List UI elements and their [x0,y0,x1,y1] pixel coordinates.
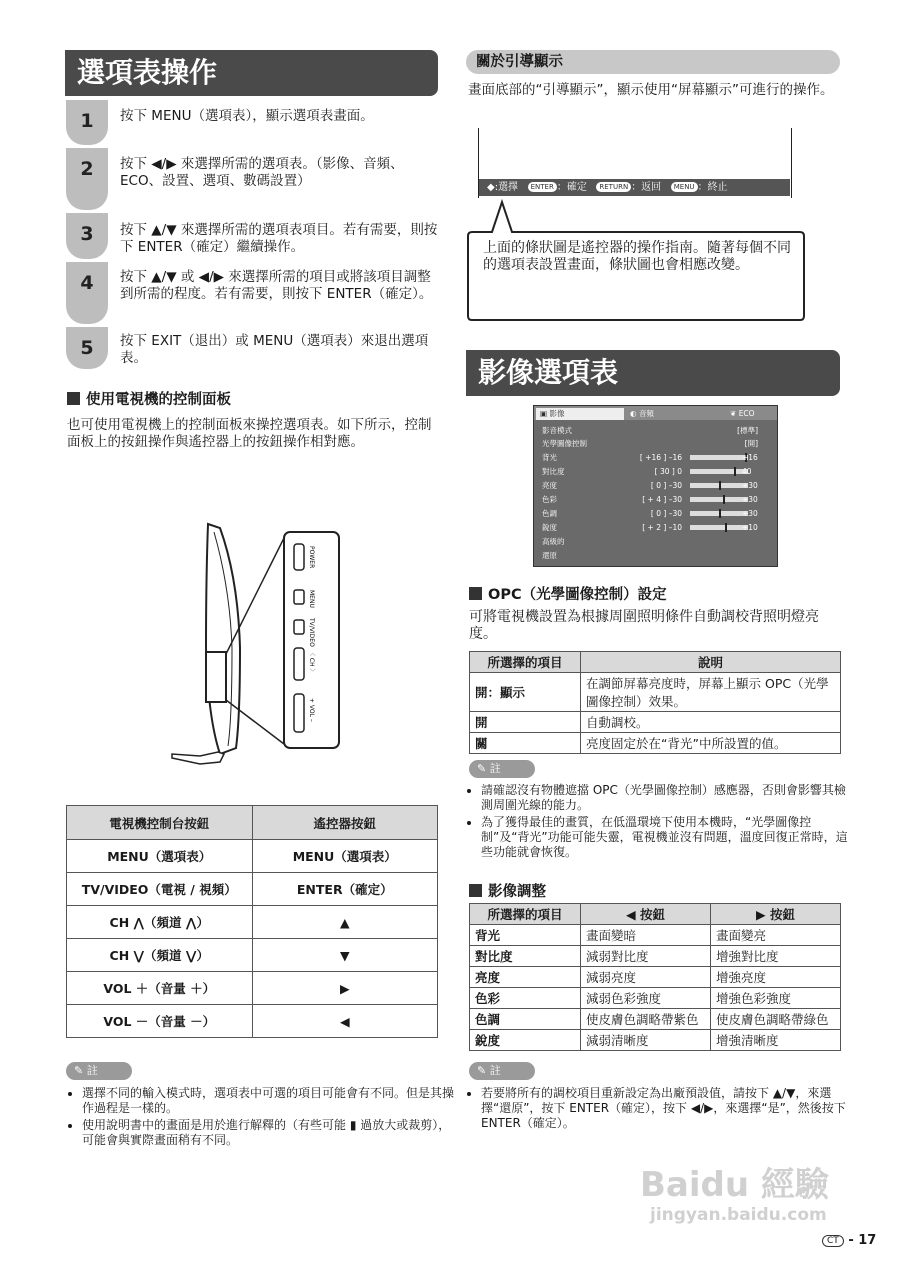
paperclip-icon: ✎ [74,1064,84,1077]
control-button-table [66,805,438,1038]
menu-tab-audio: ◐ 音頻 [630,409,654,418]
table-cell: ENTER（確定） [252,873,438,906]
callout-text: 上面的條狀圖是遙控器的操作指南。隨著每個不同的選項表設置畫面，條狀圖也會相應改變。 [483,240,791,273]
table-cell: 增強色彩強度 [711,988,841,1009]
level-bar [690,497,748,502]
adjust-notes [467,1086,855,1133]
table-cell: ▲ [252,906,438,939]
adjust-table-header: 所選擇的項目 [470,904,581,925]
menu-row: 高級的 [542,537,565,546]
menu-key-icon: MENU [671,182,698,192]
tv-label-power: POWER [308,546,315,569]
control-panel-heading: 使用電視機的控制面板 [67,388,231,409]
left-notes [68,1086,454,1150]
paperclip-icon: ✎ [477,1064,487,1077]
opc-heading: OPC（光學圖像控制）設定 [469,583,667,604]
table-cell: 增強對比度 [711,946,841,967]
note-tag-opc: ✎ 註 [469,760,535,778]
table-cell: VOL －（音量 －） [67,1005,253,1038]
tv-label-ch: 〈 CH 〉 [308,650,315,675]
list-item: • 為了獲得最佳的畫質，在低溫環境下使用本機時，“光學圖像控制”及“背光”功能可能失靈，電視機並沒有問題，溫度回復正常時，這些功能就會恢復。 [481,815,855,860]
table-cell: ▶ [252,972,438,1005]
step-5-number: 5 [66,327,108,369]
watermark-url: jingyan.baidu.com [650,1205,827,1225]
level-bar [690,455,748,460]
table-cell: 自動調校。 [581,712,841,733]
table-cell: 減弱色彩強度 [581,988,711,1009]
menu-row: 色彩 [ + 4 ] –30 +30 [542,495,758,504]
level-marker [734,467,736,476]
opc-table-header: 說明 [581,652,841,673]
table-cell: 使皮膚色調略帶紫色 [581,1009,711,1030]
adjust-table-header: ◀ 按鈕 [581,904,711,925]
table-cell: MENU（選項表） [67,840,253,873]
level-bar [690,525,748,530]
menu-operation-banner: 選項表操作 [65,50,438,96]
control-panel-text: 也可使用電視機上的控制面板來操控選項表。如下所示，控制面板上的按鈕操作與遙控器上的按鈕操作相對應。 [67,417,432,450]
picture-menu-screenshot [533,405,778,567]
eco-icon: ❦ [730,409,737,418]
list-item: • 請確認沒有物體遮擋 OPC（光學圖像控制）感應器，否則會影響其檢測周圍光線的能力。 [481,783,855,813]
table-cell: 對比度 [470,946,581,967]
table-cell: 畫面變暗 [581,925,711,946]
cursor-arrows-icon: ◆: [487,182,499,193]
menu-row: 影音模式 [標準] [542,426,758,435]
list-item: • 若要將所有的調校項目重新設定為出廠預設值，請按下 ▲/▼，來選擇“還原”，按下 ENTER（確定），按下 ◀/▶，來選擇“是”，然後按下 ENTER（確定）。 [481,1086,855,1131]
table-cell: 增強清晰度 [711,1030,841,1051]
audio-icon: ◐ [630,409,637,418]
table-cell: TV/VIDEO（電視 / 視頻） [67,873,253,906]
menu-row: 銳度 [ + 2 ] –10 +10 [542,523,758,532]
enter-key-icon: ENTER [528,182,557,192]
table-cell: 開 [470,712,581,733]
step-5-text: 按下 EXIT（退出）或 MENU（選項表）來退出選項表。 [120,333,429,366]
table-cell: 背光 [470,925,581,946]
menu-tab-eco: ❦ ECO [730,409,755,418]
picture-adjust-heading: 影像調整 [469,880,546,901]
level-bar [690,469,748,474]
table-cell: MENU（選項表） [252,840,438,873]
paperclip-icon: ✎ [477,762,487,775]
heading-square-icon [469,884,482,897]
table-cell: 減弱對比度 [581,946,711,967]
step-3-text: 按下 ▲/▼ 來選擇所需的選項表項目。若有需要，則按下 ENTER（確定）繼續操作。 [120,222,438,255]
list-item: • 選擇不同的輸入模式時，選項表中可選的項目可能會有不同。但是其操作過程是一樣的。 [82,1086,454,1116]
menu-row: 亮度 [ 0 ] –30 +30 [542,481,758,490]
table-cell: 開：顯示 [470,673,581,712]
table-cell: 關 [470,733,581,754]
table-cell: 減弱亮度 [581,967,711,988]
menu-tab-picture: ▣ 影像 [536,408,624,420]
tv-side-illustration [160,518,350,766]
tv-label-vol: + VOL – [308,698,315,722]
heading-square-icon [469,587,482,600]
step-2-text: 按下 ◀/▶ 來選擇所需的選項表。（影像、音頻、ECO、設置、選項、數碼設置） [120,156,404,189]
table-cell: 亮度固定於在“背光”中所設置的值。 [581,733,841,754]
level-marker [725,523,727,532]
menu-row: 背光 [ +16 ] –16 +16 [542,453,758,462]
table-cell: 亮度 [470,967,581,988]
table-cell: 色調 [470,1009,581,1030]
picture-icon: ▣ [540,409,548,418]
level-bar [690,483,748,488]
osd-guide-bar: ◆:選擇 ENTER ：確定 RETURN ：返回 MENU ：終止 [479,179,790,196]
guide-display-heading: 關於引導顯示 [466,50,840,74]
opc-text: 可將電視機設置為根據周圍照明條件自動調校背照明燈亮度。 [469,609,819,642]
level-marker [723,495,725,504]
level-marker [719,481,721,490]
step-2-number: 2 [66,148,108,210]
step-4-number: 4 [66,262,108,324]
guide-display-text: 畫面底部的“引導顯示”，顯示使用“屏幕顯示”可進行的操作。 [468,82,834,98]
language-badge: CT [822,1235,844,1247]
menu-row: 對比度 [ 30 ] 0 40 [542,467,752,476]
menu-row: 光學圖像控制 [開] [542,439,758,448]
table-cell: 色彩 [470,988,581,1009]
adjust-table-header: ▶ 按鈕 [711,904,841,925]
opc-table [469,651,841,754]
table-cell: 使皮膚色調略帶綠色 [711,1009,841,1030]
return-key-icon: RETURN [596,182,631,192]
heading-square-icon [67,392,80,405]
level-marker [719,509,721,518]
step-3-number: 3 [66,213,108,259]
table-cell: 減弱清晰度 [581,1030,711,1051]
menu-row: 還原 [542,551,557,560]
opc-notes [467,783,855,862]
table-cell: 在調節屏幕亮度時，屏幕上顯示 OPC（光學圖像控制）效果。 [581,673,841,712]
picture-adjust-table [469,903,841,1051]
table-cell: 畫面變亮 [711,925,841,946]
table-cell: 銳度 [470,1030,581,1051]
table-cell: 增強亮度 [711,967,841,988]
table-cell: CH ⋁（頻道 ⋁） [67,939,253,972]
step-1-text: 按下 MENU（選項表），顯示選項表畫面。 [120,108,374,124]
page-number: 17 [858,1233,877,1248]
table-cell: ▼ [252,939,438,972]
picture-menu-banner: 影像選項表 [466,350,840,396]
control-table-header: 電視機控制台按鈕 [67,806,253,840]
level-bar [690,511,748,516]
control-table-header: 遙控器按鈕 [252,806,438,840]
list-item: • 使用說明書中的畫面是用於進行解釋的（有些可能 ▮ 過放大或裁剪），可能會與實際畫面稍有不同。 [82,1118,454,1148]
baidu-logo-text: Baidu 經驗 [640,1165,829,1205]
baidu-watermark [640,1165,860,1225]
note-tag-left: ✎ 註 [66,1062,132,1080]
table-cell: ◀ [252,1005,438,1038]
step-4-text: 按下 ▲/▼ 或 ◀/▶ 來選擇所需的項目或將該項目調整到所需的程度。若有需要，則按下 ENTER（確定）。 [120,269,433,302]
table-cell: CH ⋀（頻道 ⋀） [67,906,253,939]
page-footer: CT - 17 [822,1233,876,1248]
tv-label-menu: MENU [308,590,315,608]
menu-row: 色調 [ 0 ] –30 +30 [542,509,758,518]
tv-label-tvvideo: TV/VIDEO [308,618,315,647]
note-tag-adjust: ✎ 註 [469,1062,535,1080]
table-cell: VOL ＋（音量 ＋） [67,972,253,1005]
opc-table-header: 所選擇的項目 [470,652,581,673]
step-1-number: 1 [66,100,108,145]
